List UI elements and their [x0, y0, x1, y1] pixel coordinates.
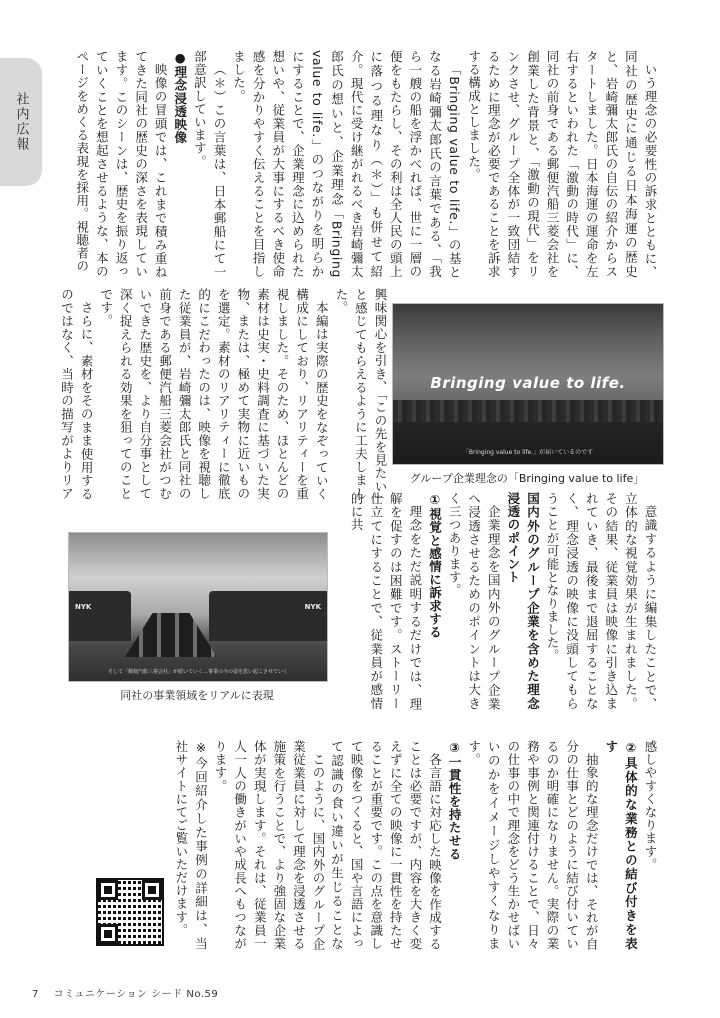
section-heading: ●理念浸透映像 [172, 50, 188, 145]
paragraph: 理念をただ説明するだけでは、理解を促すのは困難です。ストーリー仕立てにすることで、従業員が感情的に共 [349, 492, 423, 710]
section-tab[interactable] [0, 58, 42, 186]
note: ※今回紹介した事例の詳細は、当社サイトにてご覧いただけます。 [173, 740, 209, 950]
image-car-carrier [68, 532, 328, 682]
ship-right: NYK [209, 591, 327, 641]
publication-name: コミュニケーション シード No.59 [53, 989, 219, 1000]
middle-right-text [330, 492, 660, 710]
paragraph: 感しやすくなります。 [643, 740, 658, 871]
figure-caption: グループ企業理念の「Bringing value to life」 [409, 472, 645, 485]
paragraph: 各言語に対応した映像を作成することは必要ですが、内容を大きく変えずに全ての映像に一貫性を持たせることが重要です。この点を意識して映像をつくると、国や言語によって認識の食い違いが生じることな [330, 740, 443, 950]
car-rows [125, 613, 217, 657]
paragraph: 「Bringing value to life.」の基となる岩崎彌太郎氏の言葉である、「我ら一艘の船を浮かべれば、世に一層の便をもたらし、その利は全人民の頭上に落つる理なり（＊）」も併せて紹介。現代に受け継がれるべき岩崎彌太郎氏の想いと、企業理念「Bringing value to life.」のつながりを明らかにすることで、企業理念に込められた想いや、従業員が大事にするべき使命感を分かりやすく伝えることを目指しました。 [231, 50, 463, 278]
paragraph: 興味関心を引き、「この先を見たい」と感じてもらえるように工夫しました。 [333, 288, 388, 500]
city-skyline [393, 400, 663, 422]
paragraph: 企業理念を国内外のグループ企業へ浸透させるためのポイントは大きく三つあります。 [447, 492, 502, 710]
point-heading: ②具体的な業務との結び付きを表す [603, 740, 639, 950]
figure-business-domain [68, 532, 326, 703]
figure-corporate-philosophy [392, 303, 662, 486]
paragraph: このように、国内外のグループ企業従業員に対して理念を浸透させる施策を行うことで、より強固な企業体が実現します。それは、従業員一人一人の働きがいや成長へもつながります。 [213, 740, 326, 950]
paragraph: （＊）この言葉は、日本郵船にて一部意訳しています。 [192, 50, 227, 278]
point-heading: ①視覚と感情に訴求する [427, 492, 443, 639]
video-subtitle: そして「郵便汽船三菱会社」が続いていく…事業の今の姿を思い起こさせていく [107, 669, 288, 675]
upper-right-text [60, 50, 660, 278]
page-footer [32, 985, 218, 1000]
upper-left-text [60, 288, 390, 500]
paragraph: 抽象的な理念だけでは、それが自分の仕事とどのように結び付いているのか明確になりません。実際の業務や事例と関連付けることで、日々の仕事の中で理念をどう生かせばいいのかをイメージしやすくなります。 [466, 740, 600, 950]
lower-left-text [150, 740, 328, 950]
page-number: 7 [32, 989, 39, 1000]
lower-right-text [330, 740, 660, 950]
paragraph: 意識するように編集したことで、立体的な視覚効果が生まれました。その結果、従業員は映像に引き込まれていき、最後まで退屈することなく、理念浸透の映像に没頭してもらうことが可能となりました。 [545, 492, 658, 710]
section-heading: 国内外のグループ企業を含めた理念浸透のポイント [505, 492, 541, 710]
ship-left: NYK [69, 591, 131, 641]
section-tab-label: 社内広報 [13, 92, 29, 152]
paragraph: 本編は実際の歴史をなぞっていく構成にしており、リアリティーを重視しました。そのため、ほとんどの素材は史実・史料調査に基づいた実物、または、極めて実物に近いものを選定。素材のリアリティーに徹底的にこだわったのは、映像を視聴した従業員が、岩崎彌太郎氏と同社の前身である郵便汽船三菱会社がつむいできた歴史を、より自分事として深く捉えられる効果を狙ってのことです。 [98, 288, 330, 500]
paragraph: いう理念の必要性の訴求とともに、同社の歴史に通じる日本海運の歴史と、岩崎彌太郎氏の自伝の紹介からスタートしました。日本海運の運命を左右するといわれた「激動の時代」に、同社の前身である郵便汽船三菱会社を創業した背景と、「激動の現代」をリンクさせ、グループ全体が一致団結するために理念が必要であることを訴求する構成としました。 [466, 50, 658, 278]
qr-code-icon[interactable] [96, 878, 164, 946]
slogan-text: Bringing value to life. [430, 374, 626, 392]
point-heading: ③一貫性を持たせる [447, 740, 463, 861]
paragraph: さらに、素材をそのまま使用するのではなく、当時の描写がよりリア [60, 288, 95, 500]
image-harbor-city [392, 303, 664, 465]
video-subtitle: 「Bringing value to life.」が届いているのです [462, 449, 594, 456]
paragraph: 映像の冒頭では、これまで積み重ねてきた同社の歴史の深さを表現しています。このシーンは、歴史を振り返っていくことを想起させるような、本のページをめくる表現を採用。視聴者の [74, 50, 169, 278]
figure-caption: 同社の事業領域をリアルに表現 [120, 689, 274, 702]
